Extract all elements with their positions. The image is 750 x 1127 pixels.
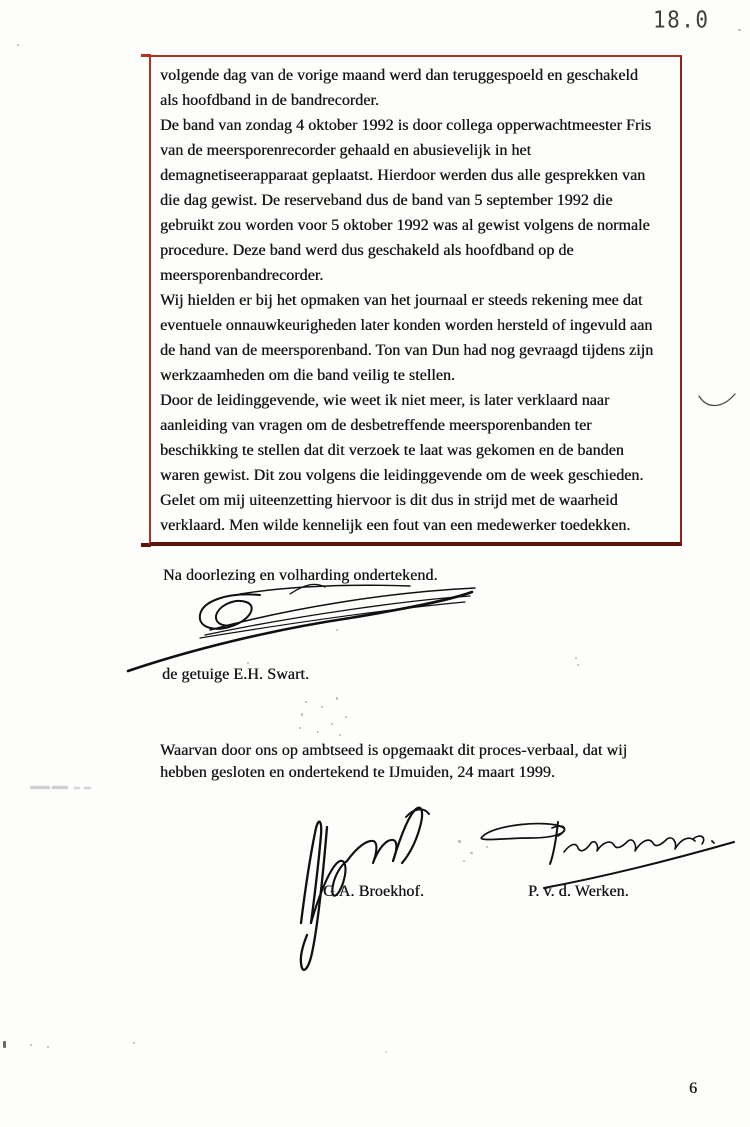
statement-line: beschikking te stellen dat dit verzoek te laat was gekomen en de banden xyxy=(160,442,624,459)
statement-line: verklaard. Men wilde kennelijk een fout van een medewerker toedekken. xyxy=(160,517,631,534)
ink-speck xyxy=(577,664,579,666)
witness-signature-icon xyxy=(110,580,490,678)
ink-speck xyxy=(247,662,249,664)
statement-line: Wij hielden er bij het opmaken van het journaal er steeds rekening mee dat xyxy=(160,292,643,309)
statement-line: als hoofdband in de bandrecorder. xyxy=(160,92,379,109)
statement-line: die dag gewist. De reserveband dus de band van 5 september 1992 die xyxy=(160,192,613,209)
ink-speck xyxy=(17,44,19,46)
statement-line: Door de leidinggevende, wie weet ik niet meer, is later verklaard naar xyxy=(160,392,610,409)
ink-speck xyxy=(575,657,577,659)
statement-line: procedure. Deze band werd dus geschakeld als hoofdband op de xyxy=(160,242,574,259)
ink-speck xyxy=(738,29,741,31)
statement-line: werkzaamheden om die band veilig te stellen. xyxy=(160,367,455,384)
statement-line: volgende dag van de vorige maand werd dan teruggespoeld en geschakeld xyxy=(160,67,638,84)
statement-line: aanleiding van vragen om de desbetreffende meersporenbanden ter xyxy=(160,417,592,434)
signatory-name-left: G.A. Broekhof. xyxy=(323,883,424,900)
margin-pen-mark-icon xyxy=(695,390,741,414)
statement-line: gebruikt zou worden voor 5 oktober 1992 was al gewist volgens de normale xyxy=(160,217,650,234)
statement-line: meersporenbandrecorder. xyxy=(160,267,324,284)
dossier-page-stamp: 18.0 xyxy=(653,7,710,33)
statement-line: Gelet om mij uiteenzetting hiervoor is dit dus in strijd met de waarheid xyxy=(160,492,618,509)
attestation-line: Na doorlezing en volharding ondertekend. xyxy=(163,567,438,584)
statement-line: De band van zondag 4 oktober 1992 is door collega opperwachtmeester Fris xyxy=(160,117,652,134)
statement-text xyxy=(160,63,653,538)
signatory-name-right: P. v. d. Werken. xyxy=(528,883,629,900)
page-number: 6 xyxy=(689,1080,698,1097)
statement-line: demagnetiseerapparaat geplaatst. Hierdoor werden dus alle gesprekken van xyxy=(160,167,646,184)
statement-line: waren gewist. Dit zou volgens die leidinggevende om de week geschieden. xyxy=(160,467,644,484)
statement-line: van de meersporenrecorder gehaald en abusievelijk in het xyxy=(160,142,532,159)
statement-line: eventuele onnauwkeurigheden later konden worden hersteld of ingevuld aan xyxy=(160,317,653,334)
statement-line: de hand van de meersporenband. Ton van Dun had nog gevraagd tijdens zijn xyxy=(160,342,654,359)
oath-line-1: Waarvan door ons op ambtseed is opgemaakt dit proces-verbaal, dat wij xyxy=(160,742,628,759)
oath-line-2: hebben gesloten en ondertekend te IJmuiden, 24 maart 1999. xyxy=(160,764,556,781)
red-marked-statement-box xyxy=(149,55,682,546)
witness-name-line: de getuige E.H. Swart. xyxy=(162,666,310,683)
ink-speck xyxy=(336,629,338,631)
